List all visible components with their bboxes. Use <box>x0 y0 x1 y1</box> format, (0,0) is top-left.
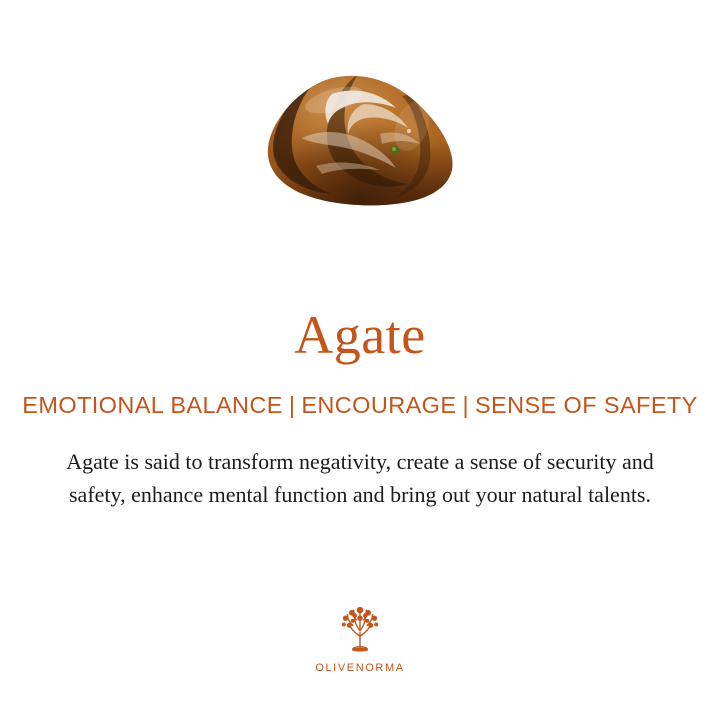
agate-stone-image <box>262 74 458 206</box>
keyword-2: ENCOURAGE <box>301 392 457 418</box>
keyword-1: EMOTIONAL BALANCE <box>22 392 283 418</box>
stone-image-container <box>0 0 720 270</box>
keyword-list <box>22 392 697 419</box>
keyword-separator-1: | <box>288 392 296 418</box>
brand-name: OLIVENORMA <box>315 662 405 674</box>
keyword-separator-2: | <box>462 392 469 418</box>
product-description: Agate is said to transform negativity, create a sense of security and safety, enhance mental function and bring out your natural talents. <box>66 449 654 508</box>
keyword-3: SENSE OF SAFETY <box>474 392 698 418</box>
brand-logo <box>0 602 720 674</box>
page-title: Agate <box>294 305 426 365</box>
tree-of-life-icon <box>333 602 387 656</box>
